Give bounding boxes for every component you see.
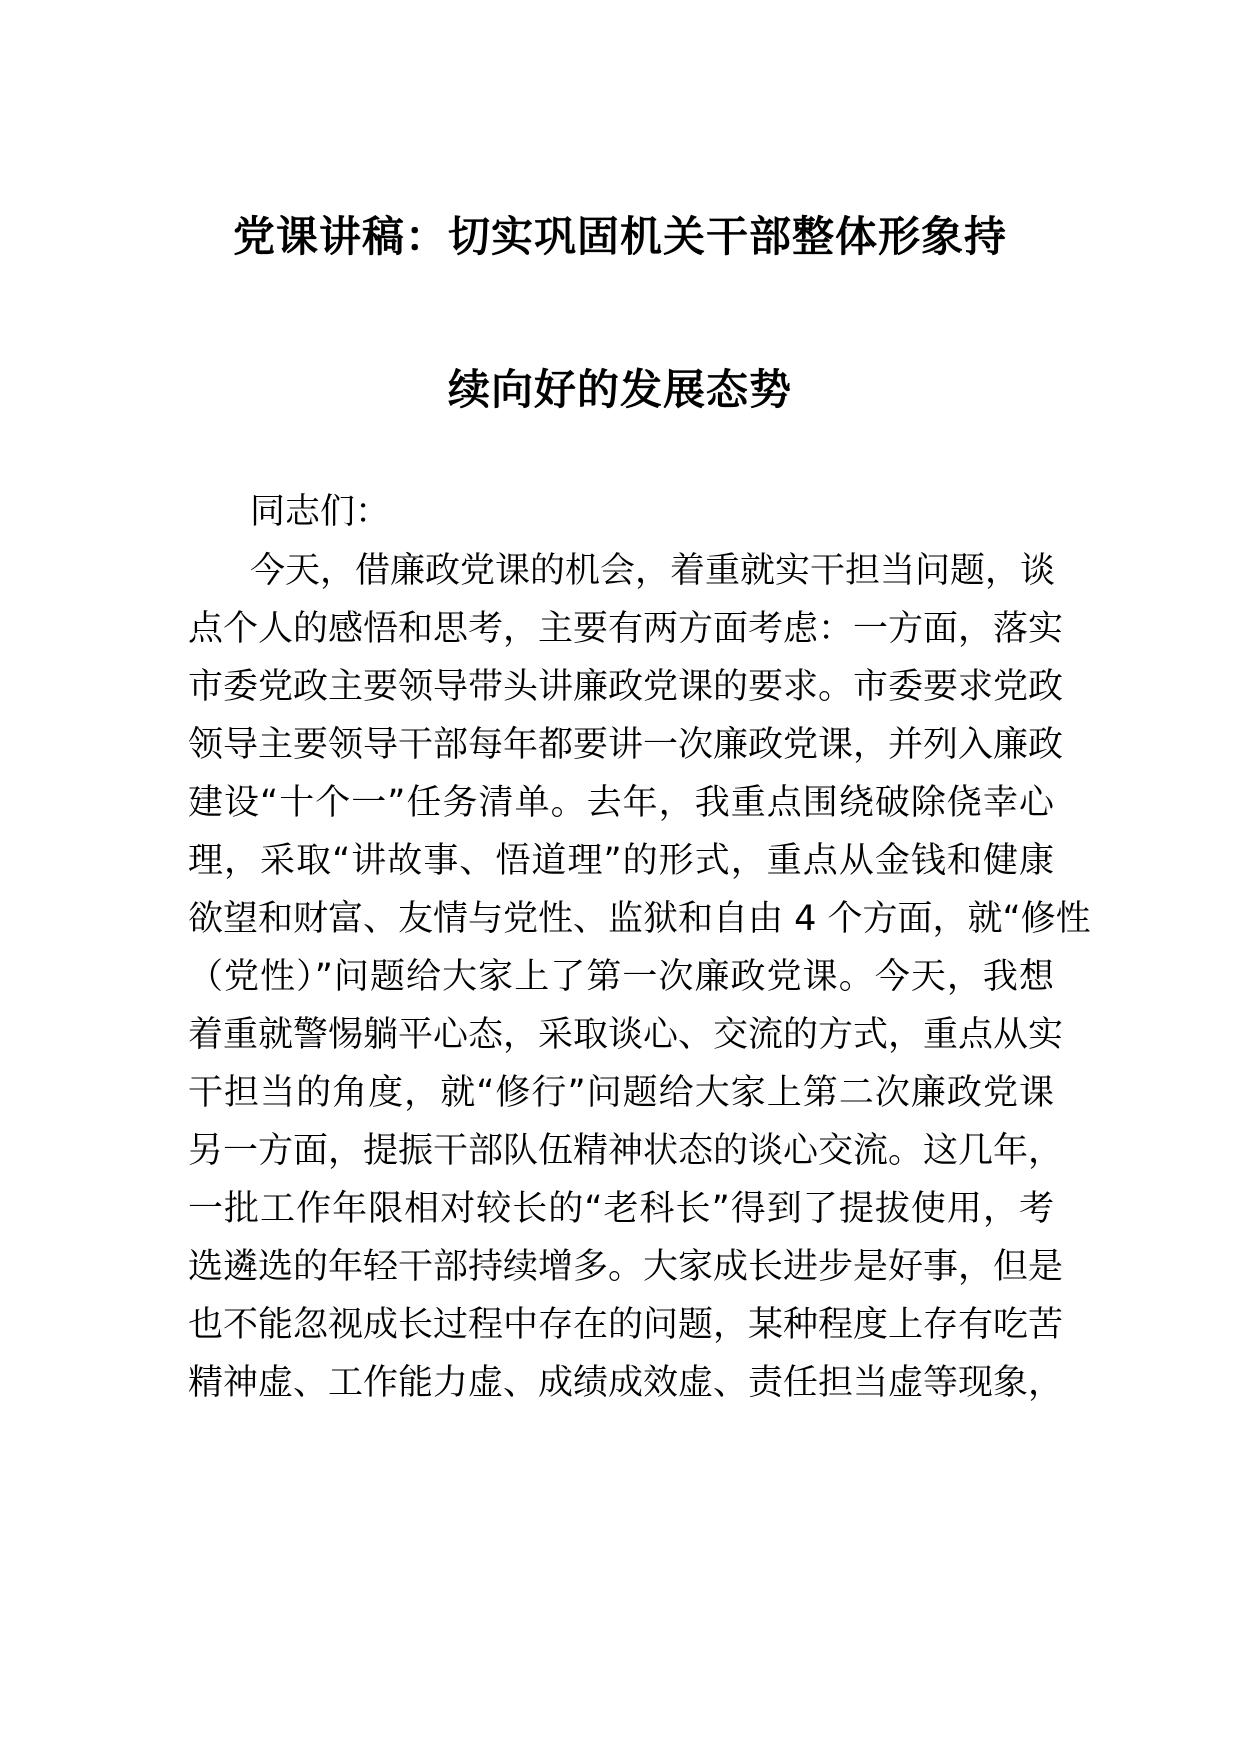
body-line-12: 一批工作年限相对较长的“老科长”得到了提拔使用，考: [188, 1189, 1054, 1229]
body-line-14: 也不能忽视成长过程中存在的问题，某种程度上存有吃苦: [188, 1305, 1064, 1345]
document-title-line-2: 续向好的发展态势: [447, 365, 792, 414]
body-line-7: 欲望和财富、友情与党性、监狱和自由 4 个方面，就“修性: [188, 899, 1091, 939]
body-line-1: 今天，借廉政党课的机会，着重就实干担当问题，谈: [250, 551, 1056, 591]
body-line-13: 选遴选的年轻干部持续增多。大家成长进步是好事，但是: [188, 1247, 1064, 1287]
body-line-11: 另一方面，提振干部队伍精神状态的谈心交流。这几年，: [188, 1131, 1064, 1171]
body-line-5: 建设“十个一”任务清单。去年，我重点围绕破除侥幸心: [188, 783, 1054, 823]
body-line-4: 领导主要领导干部每年都要讲一次廉政党课，并列入廉政: [188, 725, 1064, 765]
document-title-line-1: 党课讲稿：切实巩固机关干部整体形象持: [232, 212, 1007, 261]
body-line-3: 市委党政主要领导带头讲廉政党课的要求。市委要求党政: [188, 667, 1064, 707]
body-line-6: 理，采取“讲故事、悟道理”的形式，重点从金钱和健康: [188, 841, 1054, 881]
body-line-2: 点个人的感悟和思考，主要有两方面考虑：一方面，落实: [188, 609, 1064, 649]
body-line-15: 精神虚、工作能力虚、成绩成效虚、责任担当虚等现象，: [188, 1363, 1064, 1403]
body-line-10: 干担当的角度，就“修行”问题给大家上第二次廉政党课: [188, 1073, 1054, 1113]
salutation: 同志们：: [250, 492, 391, 532]
body-line-8: （党性）”问题给大家上了第一次廉政党课。今天，我想: [188, 957, 1054, 997]
body-line-9: 着重就警惕躺平心态，采取谈心、交流的方式，重点从实: [188, 1015, 1064, 1055]
